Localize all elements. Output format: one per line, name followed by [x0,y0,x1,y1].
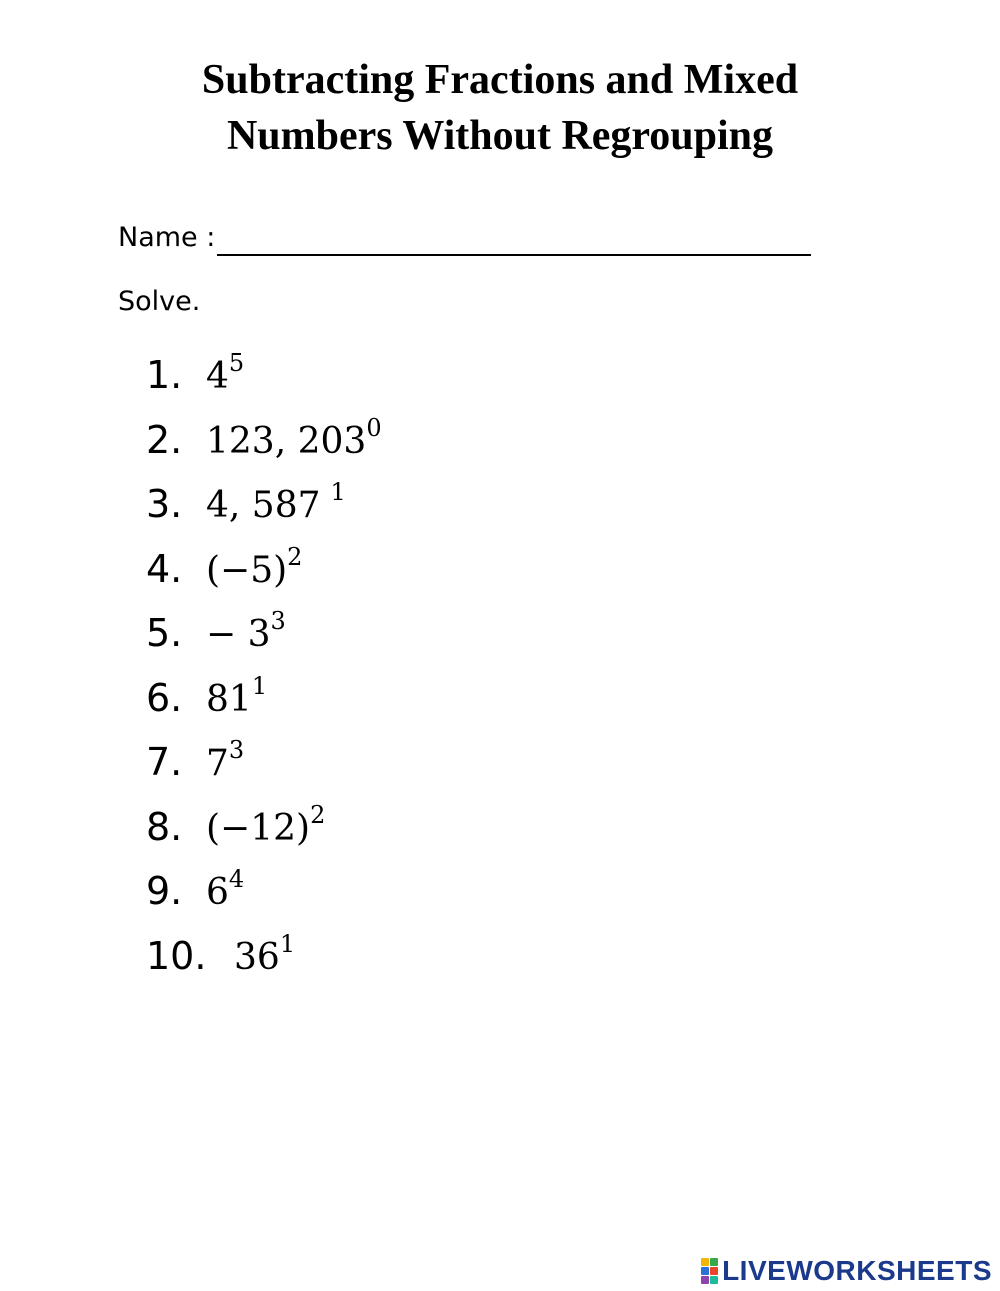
problem-number: 10. [146,933,207,978]
logo-block [701,1267,709,1275]
worksheet-title [0,52,1000,164]
problem-item [146,931,382,996]
problem-item [146,350,382,415]
problem-expression [206,865,245,918]
problem-base: (−12) [206,807,311,849]
name-answer-line[interactable] [217,224,811,256]
logo-block [710,1267,718,1275]
title-line-1: Subtracting Fractions and Mixed [201,57,799,103]
problem-expression [206,478,346,531]
problem-number: 8. [146,804,183,849]
problem-exponent: 2 [287,542,303,571]
problem-number: 6. [146,675,183,720]
problem-expression [206,671,268,725]
problem-exponent: 1 [251,671,268,700]
problem-number: 5. [146,611,183,655]
problem-base: (−5) [206,549,288,591]
problem-expression [206,413,382,467]
problem-base: − 3 [206,614,271,655]
problem-item [146,608,382,673]
problem-exponent: 4 [228,865,245,893]
problem-exponent: 1 [279,929,296,958]
problem-base: 81 [206,678,252,720]
problem-base: 36 [234,936,280,978]
problem-base: 4, 587 [206,485,321,526]
problem-number: 7. [146,740,183,784]
problem-number: 4. [146,546,183,591]
problem-item [146,415,382,480]
problem-item [146,479,382,544]
problem-expression [206,349,245,402]
logo-block [710,1258,718,1266]
problem-item [146,544,382,609]
problem-item [146,673,382,738]
problem-number: 9. [146,869,183,913]
problem-number: 1. [146,353,183,397]
problem-number: 2. [146,417,183,462]
problem-item [146,866,382,931]
problem-base: 4 [206,356,229,397]
name-row [118,220,811,256]
logo-block [710,1276,718,1284]
problem-base: 7 [206,743,229,784]
problem-expression [206,542,303,596]
problem-base: 6 [206,872,229,913]
problem-expression [206,607,286,660]
title-line-2: Numbers Without Regrouping [226,113,774,159]
logo-block [701,1276,709,1284]
problem-item [146,802,382,867]
problem-exponent: 5 [228,349,245,377]
problem-expression [206,736,245,789]
problem-number: 3. [146,482,183,526]
problem-base: 123, 203 [206,420,367,462]
problem-exponent: 2 [310,800,326,829]
problem-expression [234,929,296,983]
problem-exponent: 3 [228,736,245,764]
problem-exponent: 3 [270,607,286,635]
problem-exponent: 0 [366,413,382,442]
brand-name: LIVEWORKSHEETS [722,1255,992,1286]
name-label: Name : [118,222,216,253]
problem-list [146,350,382,995]
problem-exponent: 1 [330,478,346,506]
footer-brand [701,1256,992,1286]
logo-block [701,1258,709,1266]
problem-item [146,737,382,802]
liveworksheets-logo-icon [701,1258,718,1284]
instruction: Solve. [118,286,201,317]
problem-expression [206,800,326,854]
